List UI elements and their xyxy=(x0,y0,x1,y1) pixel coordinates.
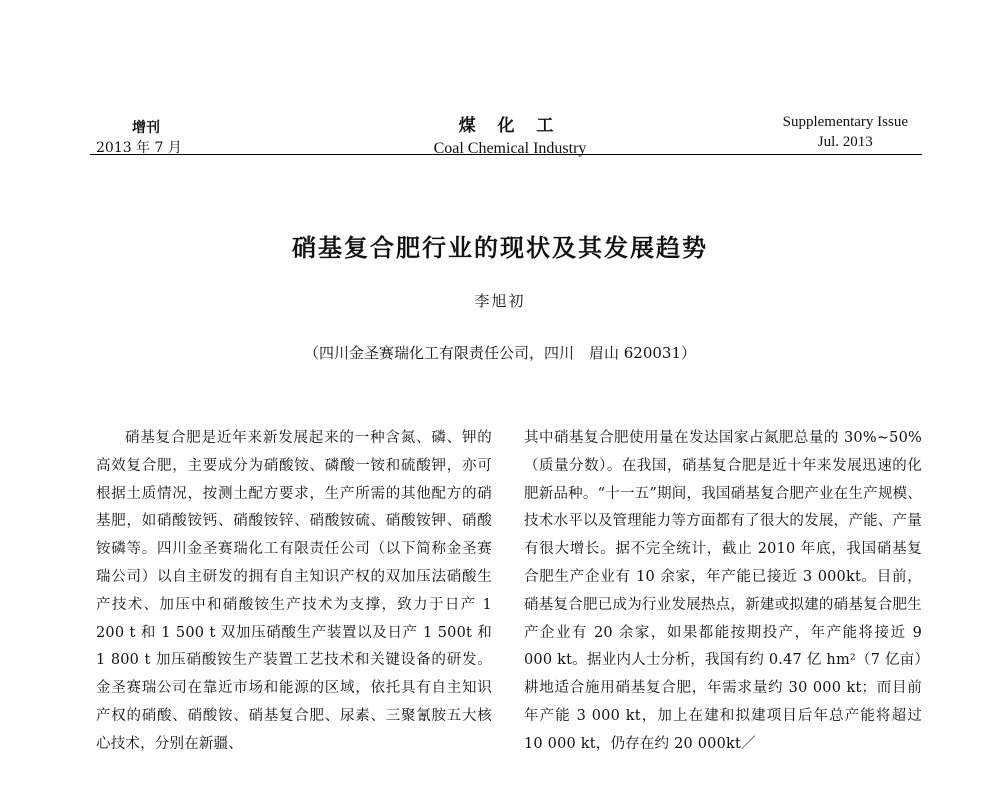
header-rule xyxy=(90,154,922,155)
journal-name-cn: 煤 化 工 xyxy=(458,116,562,136)
body-column-right xyxy=(524,425,922,759)
article-title: 硝基复合肥行业的现状及其发展趋势 xyxy=(292,234,708,262)
running-header-left xyxy=(96,118,182,158)
issue-date-cn: 2013 年 7 月 xyxy=(96,140,182,156)
running-header-right xyxy=(783,112,908,152)
body-paragraph-right: 其中硝基复合肥使用量在发达国家占氮肥总量的 30%~50%（质量分数）。在我国，硝基复合肥是近十年来发展迅速的化肥新品种。“十一五”期间，我国硝基复合肥产业在生产规模、技术水平以及管理能力等方面都有了很大的发展，产能、产量有很大增长。据不完全统计，截止 2010 年底，我国硝基复合肥生产企业有 10 余家，年产能已接近 3 000kt。目前，硝基复合肥已成为行业发展热点，新建或拟建的硝基复合肥生产企业有 20 余家，如果都能按期投产，年产能将接近 9 000 kt。据业内人士分析，我国有约 0.47 亿 hm²（7 亿亩）耕地适合施用硝基复合肥，年需求量约 30 000 kt；而目前年产能 3 000 kt，加上在建和拟建项目后年总产能将超过 10 000 kt，仍存在约 20 000kt／ xyxy=(524,430,922,752)
body-column-left xyxy=(96,425,492,759)
issue-date-en: Jul. 2013 xyxy=(817,134,873,150)
article-author: 李旭初 xyxy=(474,292,526,310)
journal-name-en: Coal Chemical Industry xyxy=(433,140,587,157)
issue-label-en: Supplementary Issue xyxy=(782,114,908,130)
article-affiliation: （四川金圣赛瑞化工有限责任公司，四川 眉山 620031） xyxy=(303,344,697,362)
body-paragraph-left: 硝基复合肥是近年来新发展起来的一种含氮、磷、钾的高效复合肥，主要成分为硝酸铵、磷酸一铵和硫酸钾，亦可根据土质情况，按测土配方要求，生产所需的其他配方的硝基肥，如硝酸铵钙、硝酸铵锌、硝酸铵硫、硝酸铵钾、硝酸铵磷等。四川金圣赛瑞化工有限责任公司（以下简称金圣赛瑞公司）以自主研发的拥有自主知识产权的双加压法硝酸生产技术、加压中和硝酸铵生产技术为支撑，致力于日产 1 200 t 和 1 500 t 双加压硝酸生产装置以及日产 1 500t 和 1 800 t 加压硝酸铵生产装置工艺技术和关键设备的研发。金圣赛瑞公司在靠近市场和能源的区域，依托具有自主知识产权的硝酸、硝酸铵、硝基复合肥、尿素、三聚氰胺五大核心技术，分别在新疆、 xyxy=(96,430,492,752)
issue-label-cn: 增刊 xyxy=(132,120,160,136)
